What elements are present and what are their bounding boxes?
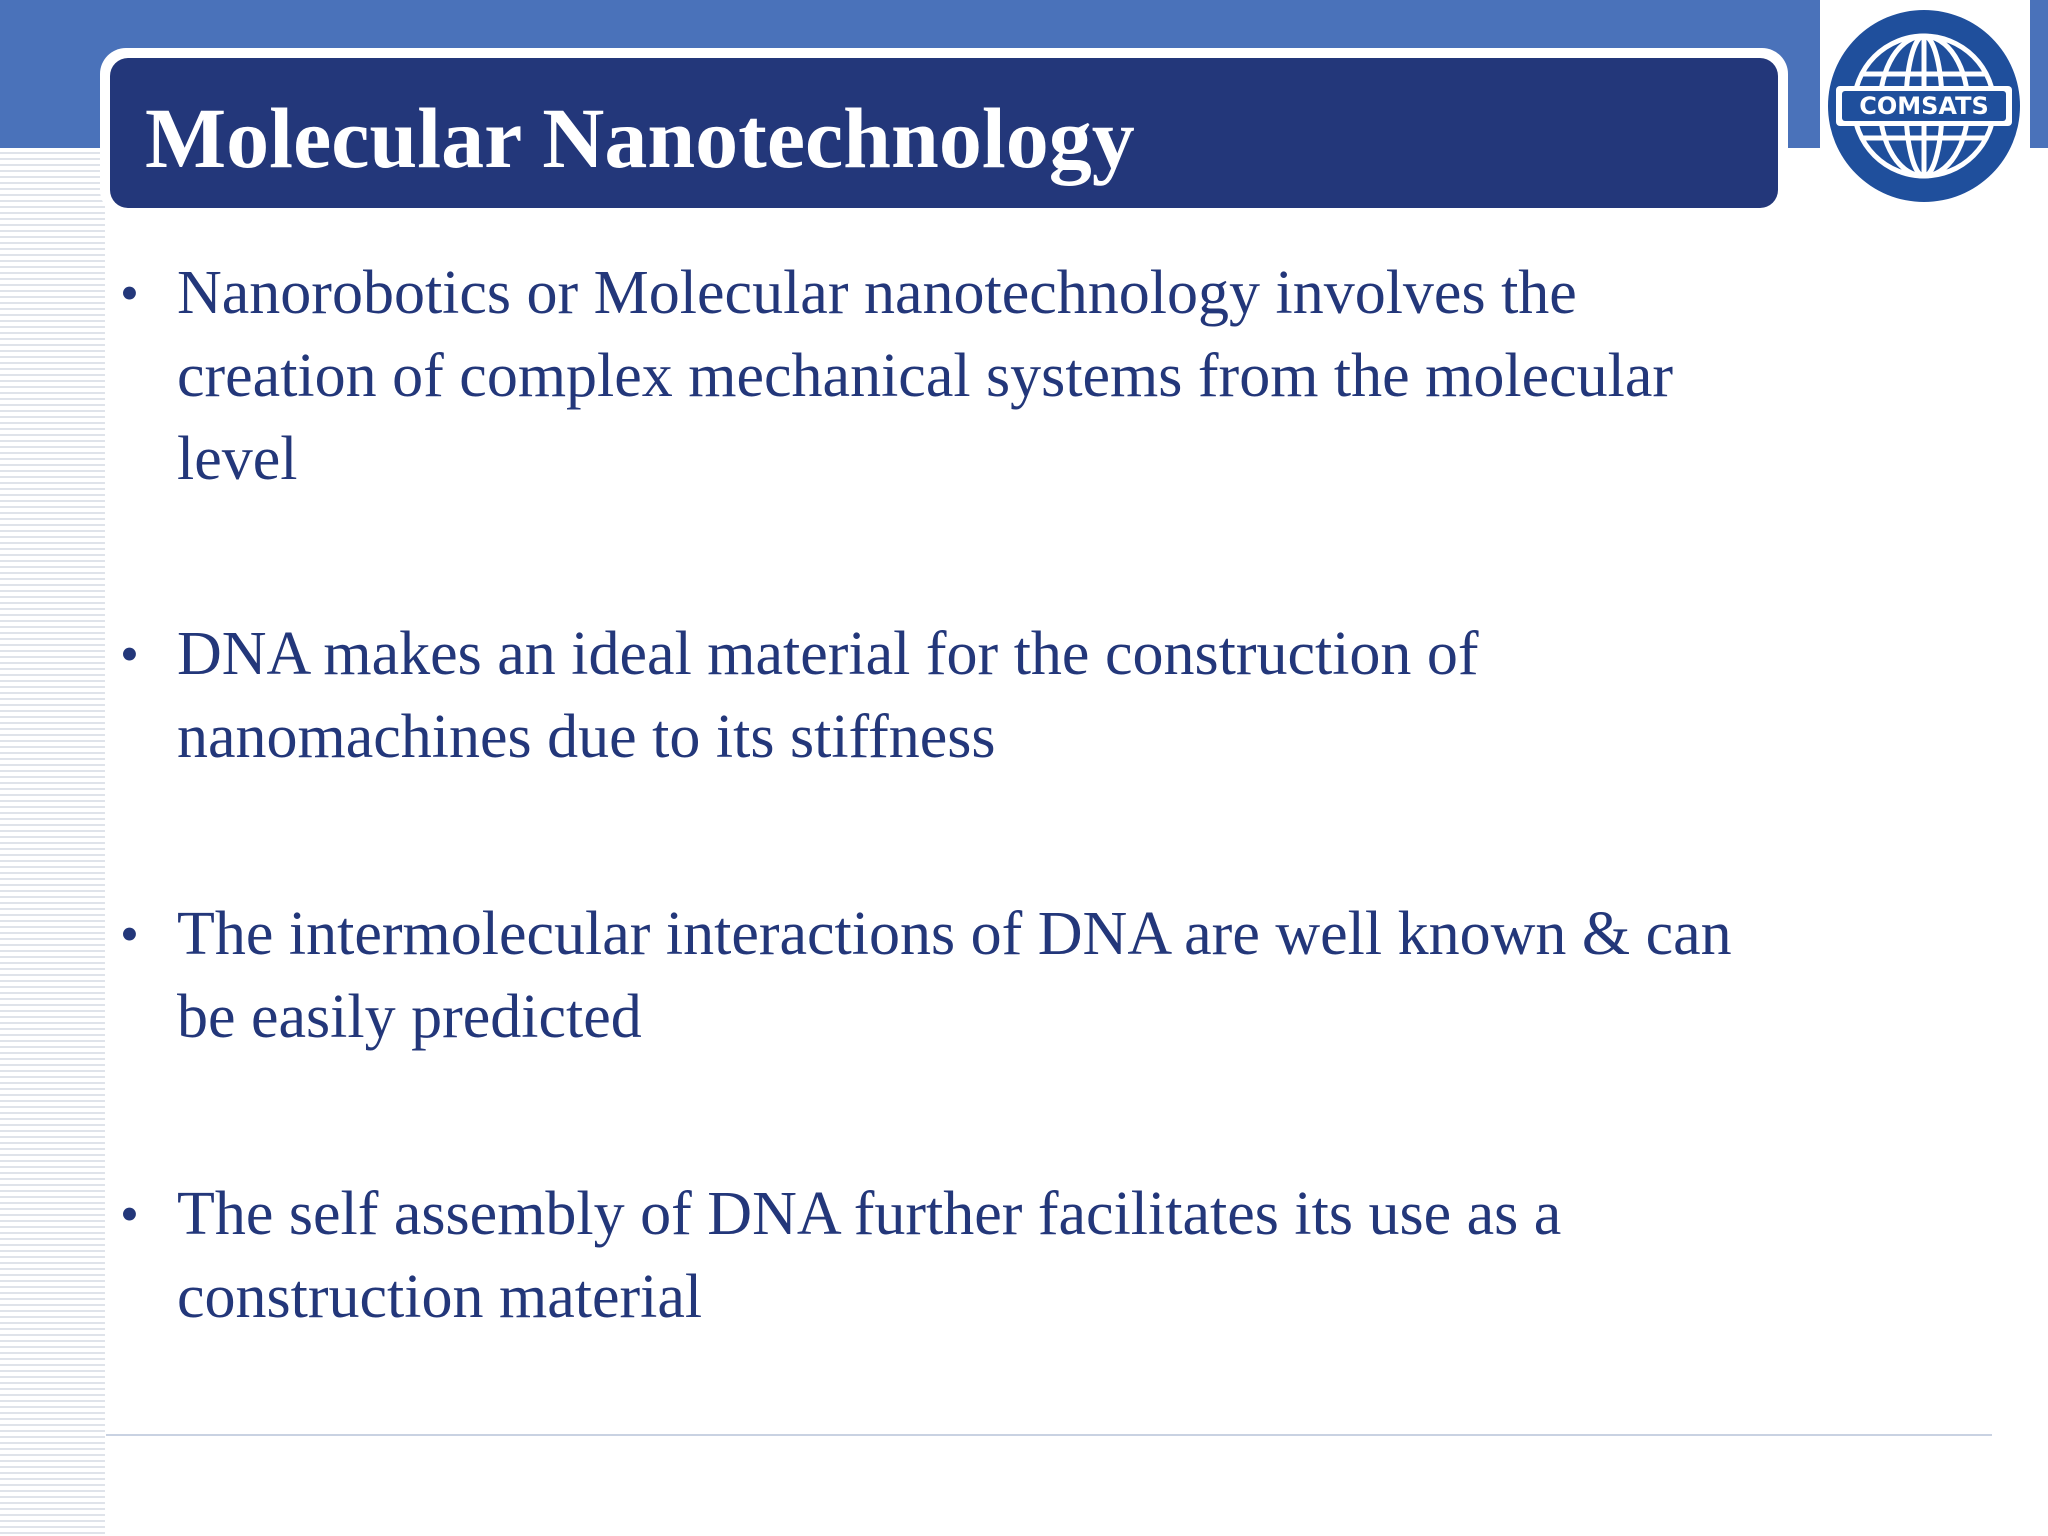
logo-text: COMSATS [1859,92,1989,120]
bullet-item [120,252,1980,501]
bullet-line: The intermolecular interactions of DNA are well known & can [177,900,1732,968]
bullet-line: Nanorobotics or Molecular nanotechnology involves the [177,259,1577,327]
comsats-logo-icon [1818,0,2030,212]
bullet-line: be easily predicted [177,983,642,1051]
header-band-edge [2030,0,2048,148]
bullet-line: construction material [177,1263,703,1331]
footer-divider [106,1434,1992,1436]
bullet-dot-icon: • [120,904,139,964]
bullet-list [120,252,1980,1339]
bullet-dot-icon: • [120,624,139,684]
left-stripe-pattern [0,148,105,1536]
slide-title: Molecular Nanotechnology [145,90,1135,186]
bullet-line: creation of complex mechanical systems from the molecular [177,342,1674,410]
bullet-line: level [177,425,298,493]
bullet-line: DNA makes an ideal material for the construction of [177,620,1479,688]
bullet-item [120,613,1980,779]
bullet-line: nanomachines due to its stiffness [177,703,996,771]
bullet-dot-icon: • [120,263,139,323]
bullet-item [120,1173,1980,1339]
bullet-dot-icon: • [120,1184,139,1244]
bullet-item [120,893,1980,1059]
bullet-line: The self assembly of DNA further facilitates its use as a [177,1180,1562,1248]
